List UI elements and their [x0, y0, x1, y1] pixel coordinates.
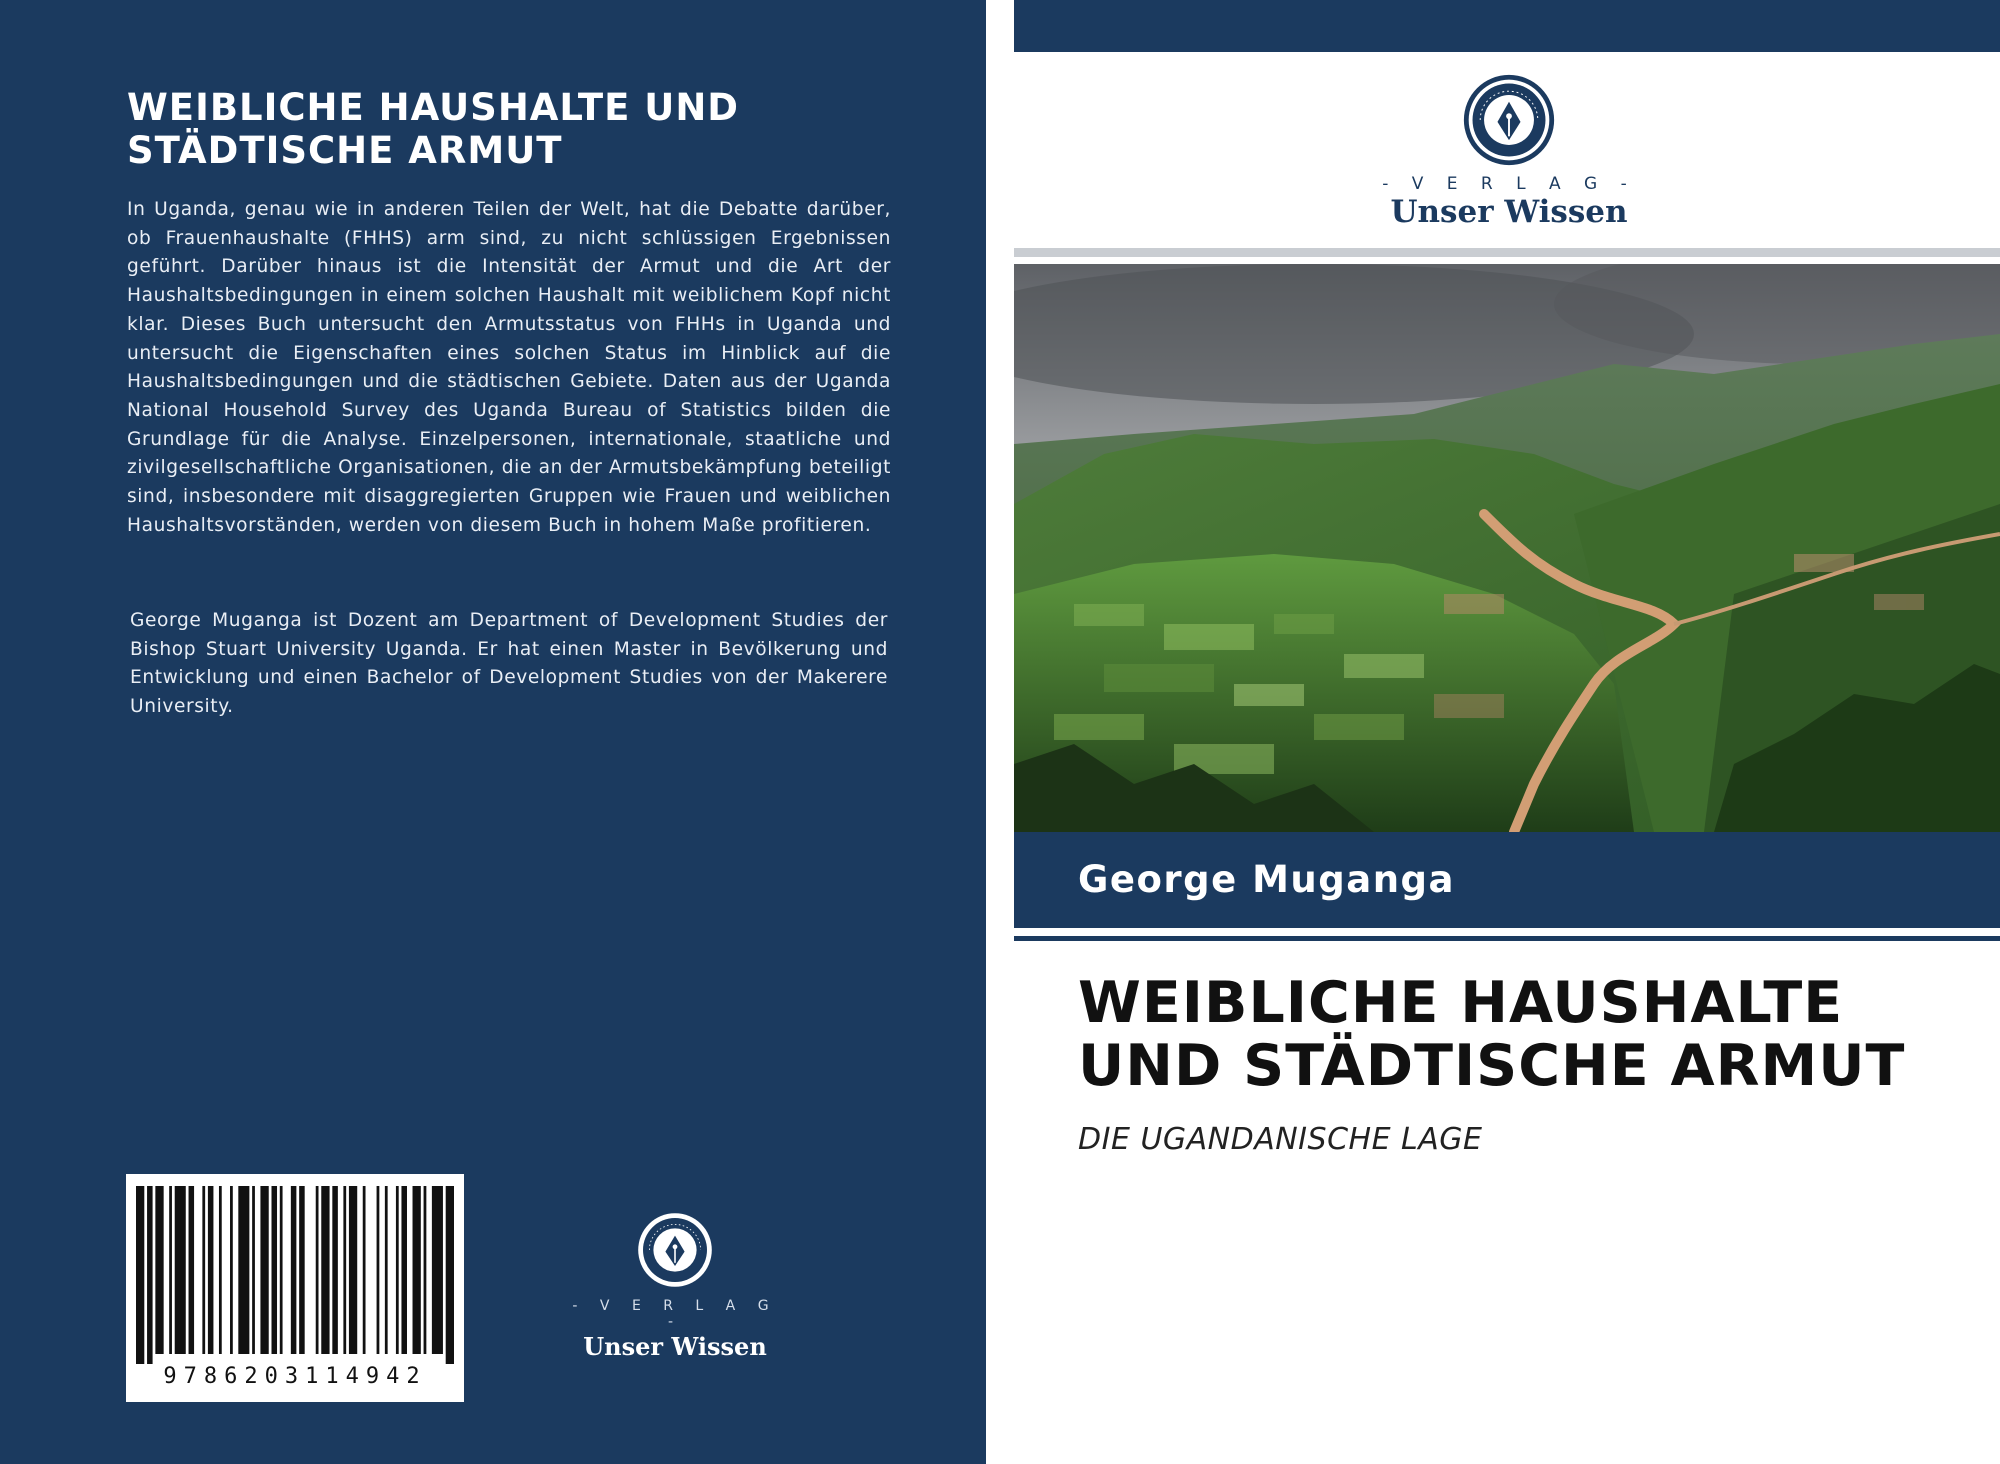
back-cover: [0, 0, 986, 1464]
isbn-number: 9786203114942: [163, 1364, 427, 1389]
landscape-image: [1014, 264, 2000, 832]
author-bio: George Muganga ist Dozent am Department of Development Studies der Bishop Stuart University Uganda. Er hat einen Master in Bevölkerung und Entwicklung und einen Bachelor of Development Studies von der Makerere University.: [130, 610, 888, 718]
author-name: George Muganga: [1078, 858, 1455, 901]
verlag-label: - V E R L A G -: [572, 1298, 778, 1330]
book-title: WEIBLICHE HAUSHALTE UND STÄDTISCHE ARMUT: [1078, 970, 1906, 1099]
back-publisher-logo: [570, 1210, 780, 1361]
publisher-name: Unser Wissen: [1390, 194, 1628, 230]
back-cover-blurb: In Uganda, genau wie in anderen Teilen der Welt, hat die Debatte darüber, ob Frauenhaushalte (FHHS) arm sind, zu nicht schlüssigen Ergebnissen geführt. Darüber hinaus ist die Intensität der Armut und die Art der Haushaltsbedingungen in einem solchen Haushalt mit weiblichem Kopf nicht klar. Dieses Buch untersucht den Armutsstatus von FHHs in Uganda und untersucht die Eigenschaften eines solchen Status im Hinblick auf die Haushaltsbedingungen und die städtischen Gebiete. Daten aus der Uganda National Household Survey des Uganda Bureau of Statistics bilden die Grundlage für die Analyse. Einzelpersonen, internationale, staatliche und zivilgesellschaftliche Organisationen, die an der Armutsbekämpfung beteiligt sind, insbesondere mit disaggregierten Gruppen wie Frauen und weiblichen Haushaltsvorständen, werden von diesem Buch in hohem Maße profitieren.: [127, 199, 891, 536]
author-band: [1014, 832, 2000, 928]
isbn-barcode: [126, 1174, 464, 1402]
front-publisher-logo: [1274, 72, 1744, 230]
spine: [986, 0, 1014, 1464]
pen-nib-seal-icon: [1461, 72, 1557, 168]
pen-nib-seal-icon: [635, 1210, 715, 1290]
divider: [1014, 248, 2000, 257]
cover-photo: [1014, 264, 2000, 832]
barcode-icon: [136, 1186, 454, 1364]
back-cover-title: WEIBLICHE HAUSHALTE UND STÄDTISCHE ARMUT: [127, 86, 740, 172]
book-subtitle: DIE UGANDANISCHE LAGE: [1078, 1122, 1483, 1157]
publisher-name: Unser Wissen: [583, 1332, 767, 1361]
top-bar: [1014, 0, 2000, 52]
verlag-label: - V E R L A G -: [1382, 174, 1636, 194]
front-cover: [1014, 0, 2000, 1464]
divider: [1014, 936, 2000, 941]
